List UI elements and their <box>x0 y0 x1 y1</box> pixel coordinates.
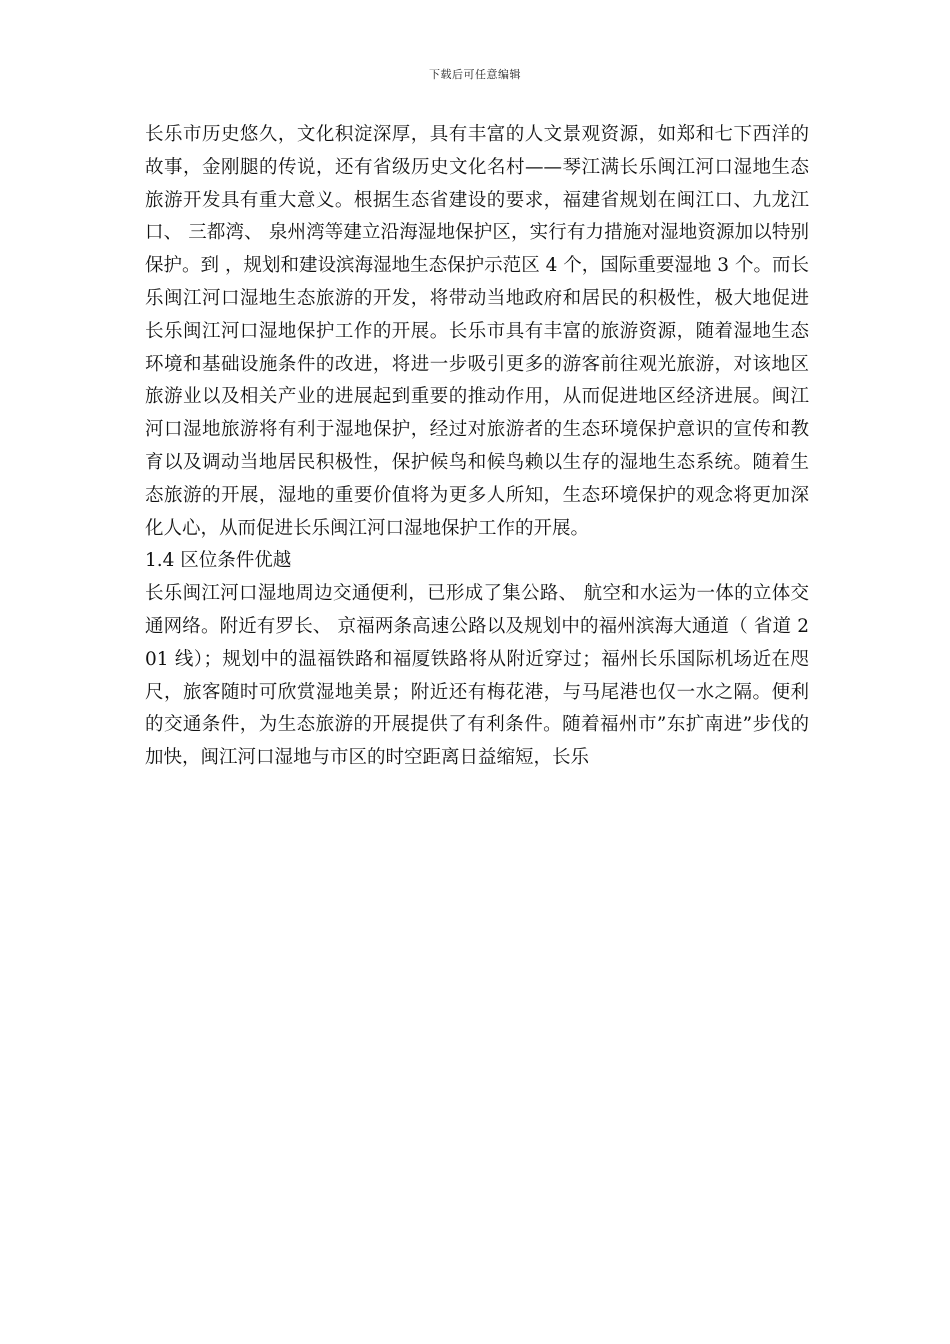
paragraph-history-and-significance: 长乐市历史悠久，文化积淀深厚，具有丰富的人文景观资源，如郑和七下西洋的故事，金刚腿的传说，还有省级历史文化名村——琴江满长乐闽江河口湿地生态旅游开发具有重大意义。根据生态省建设的要求，福建省规划在闽江口、九龙江口、 三都湾、 泉州湾等建立沿海湿地保护区，实行有力措施对湿地资源加以特别保护。到 ，规划和建设滨海湿地生态保护示范区 4 个，国际重要湿地 3 个。而长乐闽江河口湿地生态旅游的开发，将带动当地政府和居民的积极性，极大地促进长乐闽江河口湿地保护工作的开展。长乐市具有丰富的旅游资源，随着湿地生态环境和基础设施条件的改进，将进一步吸引更多的游客前往观光旅游，对该地区旅游业以及相关产业的进展起到重要的推动作用，从而促进地区经济进展。闽江河口湿地旅游将有利于湿地保护，经过对旅游者的生态环境保护意识的宣传和教育以及调动当地居民积极性，保护候鸟和候鸟赖以生存的湿地生态系统。随着生态旅游的开展，湿地的重要价值将为更多人所知，生态环境保护的观念将更加深化人心，从而促进长乐闽江河口湿地保护工作的开展。 <box>145 124 809 539</box>
section-heading-1-4: 1.4 区位条件优越 <box>145 550 292 572</box>
page-header: 下载后可任意编辑 <box>429 68 521 81</box>
document-body <box>145 119 809 775</box>
paragraph-location-transport: 长乐闽江河口湿地周边交通便利，已形成了集公路、 航空和水运为一体的立体交通网络。附近有罗长、 京福两条高速公路以及规划中的福州滨海大通道（ 省道 201 线）；规划中的温福铁路和福厦铁路将从附近穿过；福州长乐国际机场近在咫尺，旅客随时可欣赏湿地美景；附近还有梅花港，与马尾港也仅一水之隔。便利的交通条件，为生态旅游的开展提供了有利条件。随着福州市”东扩南进”步伐的加快，闽江河口湿地与市区的时空距离日益缩短，长乐 <box>145 583 809 769</box>
